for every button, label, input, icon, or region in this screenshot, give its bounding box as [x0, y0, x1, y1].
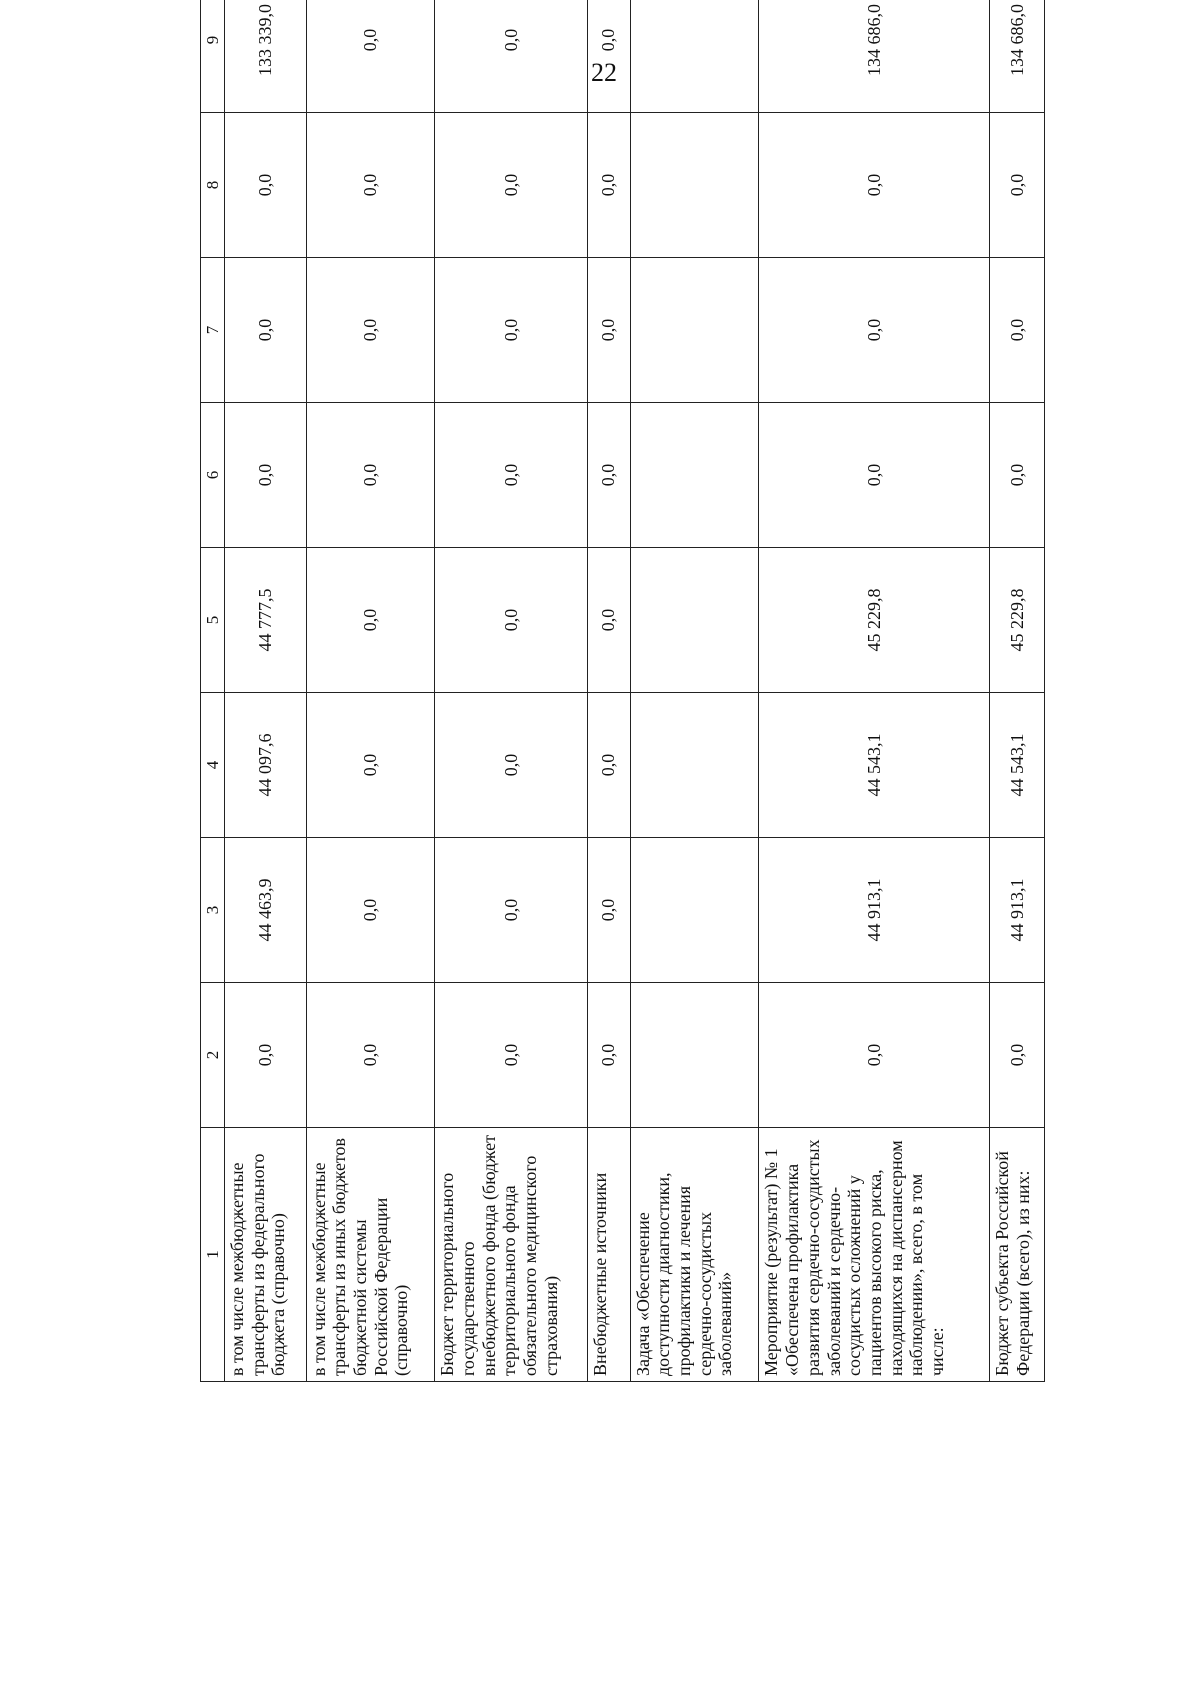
table-cell: 0,0 [587, 838, 630, 983]
table-row [759, 0, 990, 1382]
row-label: Бюджет территориального государственного внебюджетного фонда (бюджет территориального фонда обязательного медицинского страхования) [435, 1128, 587, 1382]
table-cell: 0,0 [587, 113, 630, 258]
table-cell: 0,0 [435, 258, 587, 403]
table-cell: 0,0 [306, 693, 435, 838]
column-header: 9 [201, 0, 225, 113]
table-cell: 0,0 [587, 403, 630, 548]
table-cell: 0,0 [306, 548, 435, 693]
table-cell: 0,0 [225, 258, 307, 403]
table-cell: 0,0 [587, 548, 630, 693]
table-cell: 0,0 [225, 403, 307, 548]
column-header: 8 [201, 113, 225, 258]
table-cell: 0,0 [306, 258, 435, 403]
table-cell [630, 113, 759, 258]
column-header: 7 [201, 258, 225, 403]
table-header-row [201, 0, 225, 1382]
table-cell: 0,0 [306, 0, 435, 113]
table-cell: 0,0 [435, 403, 587, 548]
column-header: 4 [201, 693, 225, 838]
table-row [990, 0, 1045, 1382]
row-label: в том числе межбюджетные трансферты из федерального бюджета (справочно) [225, 1128, 307, 1382]
table-cell [630, 693, 759, 838]
table-cell: 0,0 [587, 983, 630, 1128]
table-cell: 44 543,1 [990, 693, 1045, 838]
table-cell: 45 229,8 [759, 548, 990, 693]
table-cell: 0,0 [990, 113, 1045, 258]
table-row [225, 0, 307, 1382]
table-row [306, 0, 435, 1382]
table-cell: 0,0 [435, 113, 587, 258]
table-cell: 0,0 [306, 113, 435, 258]
table-cell [630, 838, 759, 983]
table-row [630, 0, 759, 1382]
table-cell: 0,0 [587, 693, 630, 838]
table-cell: 0,0 [990, 258, 1045, 403]
table-cell: 0,0 [225, 113, 307, 258]
table-cell: 0,0 [306, 403, 435, 548]
budget-table [200, 0, 1045, 1382]
table-cell: 0,0 [990, 403, 1045, 548]
table-cell: 0,0 [306, 983, 435, 1128]
table-cell [630, 0, 759, 113]
table-cell [630, 258, 759, 403]
table-cell [630, 403, 759, 548]
row-label: в том числе межбюджетные трансферты из иных бюджетов бюджетной системы Российской Федерации (справочно) [306, 1128, 435, 1382]
table-cell: 44 777,5 [225, 548, 307, 693]
table-row [587, 0, 630, 1382]
table-cell: 0,0 [759, 983, 990, 1128]
table-cell: 0,0 [306, 838, 435, 983]
table-cell: 0,0 [990, 983, 1045, 1128]
table-cell [630, 983, 759, 1128]
table-cell: 0,0 [435, 693, 587, 838]
table-cell: 133 339,0 [225, 0, 307, 113]
table-cell [630, 548, 759, 693]
row-label: Внебюджетные источники [587, 1128, 630, 1382]
row-label: Мероприятие (результат) № 1 «Обеспечена профилактика развития сердечно-сосудистых заболеваний и сердечно-сосудистых осложнений у пациентов высокого риска, находящихся на диспансерном наблюдении», всего, в том числе: [759, 1128, 990, 1382]
column-header: 6 [201, 403, 225, 548]
table-cell: 44 913,1 [990, 838, 1045, 983]
row-label: Задача «Обеспечение доступности диагностики, профилактики и лечения сердечно-сосудистых заболеваний» [630, 1128, 759, 1382]
table-cell: 134 686,0 [990, 0, 1045, 113]
table-cell: 134 686,0 [759, 0, 990, 113]
row-label: Бюджет субъекта Российской Федерации (всего), из них: [990, 1128, 1045, 1382]
page-number: 22 [591, 58, 617, 87]
table-cell: 0,0 [435, 0, 587, 113]
table-cell: 0,0 [435, 983, 587, 1128]
table-cell: 0,0 [587, 258, 630, 403]
table-cell: 0,0 [759, 113, 990, 258]
table-cell: 45 229,8 [990, 548, 1045, 693]
rotated-table-container [200, 4, 1045, 1382]
column-header: 5 [201, 548, 225, 693]
table-cell: 44 097,6 [225, 693, 307, 838]
table-cell: 0,0 [587, 0, 630, 113]
column-header: 3 [201, 838, 225, 983]
table-cell: 0,0 [435, 838, 587, 983]
table-cell: 44 913,1 [759, 838, 990, 983]
table-cell: 44 463,9 [225, 838, 307, 983]
table-cell: 0,0 [225, 983, 307, 1128]
table-row [435, 0, 587, 1382]
column-header: 2 [201, 983, 225, 1128]
table-cell: 0,0 [759, 258, 990, 403]
table-cell: 0,0 [435, 548, 587, 693]
table-cell: 44 543,1 [759, 693, 990, 838]
table-cell: 0,0 [759, 403, 990, 548]
column-header: 1 [201, 1128, 225, 1382]
